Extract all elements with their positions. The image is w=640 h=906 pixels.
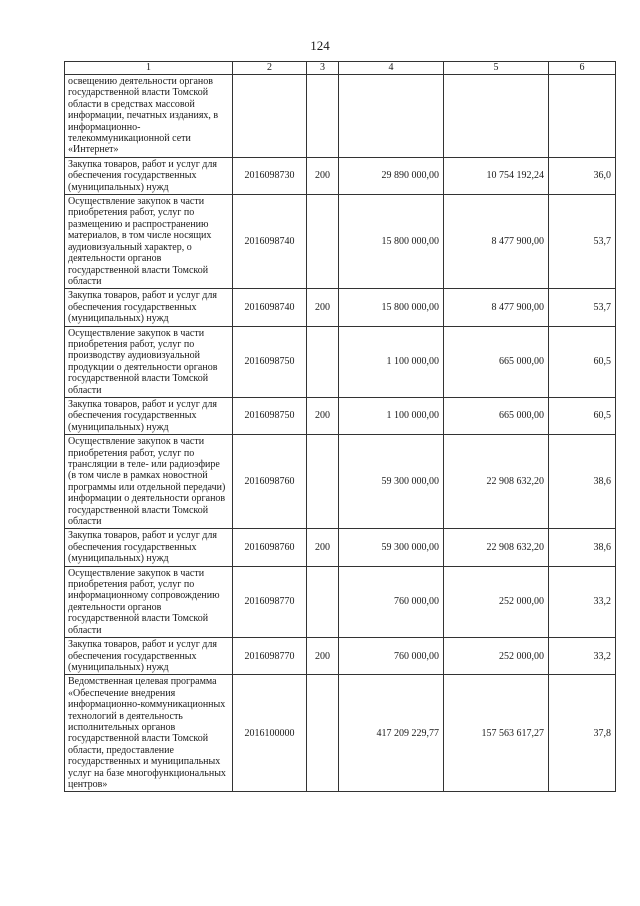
cell-pct: 33,2 [549, 566, 616, 637]
cell-name: Осуществление закупок в части приобретения работ, услуг по трансляции в теле- или радиоэфире (в том числе в рамках новостной программы или отдельной передачи) информации о деятельности органов государственной власти Томской области [65, 435, 233, 529]
cell-name: освещению деятельности органов государственной власти Томской области в средствах массовой информации, печатных изданиях, в информационно-телекоммуникационной сети «Интернет» [65, 75, 233, 158]
cell-code: 2016100000 [233, 675, 307, 792]
cell-vr [307, 566, 339, 637]
cell-fact: 8 477 900,00 [444, 289, 549, 326]
table-row [65, 675, 616, 792]
cell-plan: 59 300 000,00 [339, 529, 444, 566]
cell-name: Закупка товаров, работ и услуг для обеспечения государственных (муниципальных) нужд [65, 157, 233, 194]
cell-code: 2016098750 [233, 326, 307, 397]
cell-plan: 1 100 000,00 [339, 397, 444, 434]
column-header: 3 [307, 62, 339, 75]
cell-vr: 200 [307, 638, 339, 675]
header-row [65, 62, 616, 75]
table-row [65, 289, 616, 326]
cell-vr: 200 [307, 397, 339, 434]
column-header: 1 [65, 62, 233, 75]
cell-code: 2016098760 [233, 435, 307, 529]
cell-fact: 665 000,00 [444, 397, 549, 434]
table-row [65, 638, 616, 675]
cell-code: 2016098730 [233, 157, 307, 194]
cell-pct: 33,2 [549, 638, 616, 675]
cell-fact: 252 000,00 [444, 638, 549, 675]
table-row [65, 529, 616, 566]
cell-fact: 252 000,00 [444, 566, 549, 637]
cell-vr: 200 [307, 289, 339, 326]
cell-pct [549, 75, 616, 158]
cell-fact [444, 75, 549, 158]
cell-name: Закупка товаров, работ и услуг для обеспечения государственных (муниципальных) нужд [65, 529, 233, 566]
cell-pct: 60,5 [549, 397, 616, 434]
table-row [65, 397, 616, 434]
cell-name: Осуществление закупок в части приобретения работ, услуг по информационному сопровождению деятельности органов государственной власти Томской области [65, 566, 233, 637]
cell-fact: 8 477 900,00 [444, 195, 549, 289]
cell-fact: 665 000,00 [444, 326, 549, 397]
cell-vr: 200 [307, 157, 339, 194]
table-row [65, 326, 616, 397]
cell-vr [307, 75, 339, 158]
cell-pct: 37,8 [549, 675, 616, 792]
column-header: 4 [339, 62, 444, 75]
cell-vr [307, 435, 339, 529]
cell-plan [339, 75, 444, 158]
cell-vr [307, 195, 339, 289]
column-header: 2 [233, 62, 307, 75]
cell-code: 2016098770 [233, 638, 307, 675]
cell-plan: 59 300 000,00 [339, 435, 444, 529]
cell-name: Ведомственная целевая программа «Обеспечение внедрения информационно-коммуникационных технологий в деятельность исполнительных органов государственной власти Томской области, предоставление государственных и муниципальных услуг на базе многофункциональных центров» [65, 675, 233, 792]
cell-pct: 38,6 [549, 529, 616, 566]
budget-table [64, 61, 616, 792]
cell-plan: 15 800 000,00 [339, 289, 444, 326]
cell-name: Осуществление закупок в части приобретения работ, услуг по размещению и распространению материалов, в том числе носящих аудиовизуальный характер, о деятельности органов государственной власти Томской области [65, 195, 233, 289]
cell-code: 2016098750 [233, 397, 307, 434]
cell-vr: 200 [307, 529, 339, 566]
cell-plan: 15 800 000,00 [339, 195, 444, 289]
table-row [65, 566, 616, 637]
cell-name: Закупка товаров, работ и услуг для обеспечения государственных (муниципальных) нужд [65, 638, 233, 675]
page-number: 124 [310, 38, 330, 53]
cell-code: 2016098740 [233, 289, 307, 326]
cell-plan: 29 890 000,00 [339, 157, 444, 194]
cell-code [233, 75, 307, 158]
table-row [65, 195, 616, 289]
cell-fact: 10 754 192,24 [444, 157, 549, 194]
table-row [65, 435, 616, 529]
cell-fact: 157 563 617,27 [444, 675, 549, 792]
cell-code: 2016098770 [233, 566, 307, 637]
cell-plan: 1 100 000,00 [339, 326, 444, 397]
cell-name: Закупка товаров, работ и услуг для обеспечения государственных (муниципальных) нужд [65, 397, 233, 434]
cell-pct: 53,7 [549, 289, 616, 326]
cell-plan: 760 000,00 [339, 566, 444, 637]
cell-plan: 760 000,00 [339, 638, 444, 675]
cell-pct: 38,6 [549, 435, 616, 529]
cell-name: Закупка товаров, работ и услуг для обеспечения государственных (муниципальных) нужд [65, 289, 233, 326]
column-header: 5 [444, 62, 549, 75]
cell-fact: 22 908 632,20 [444, 529, 549, 566]
cell-code: 2016098740 [233, 195, 307, 289]
cell-name: Осуществление закупок в части приобретения работ, услуг по производству аудиовизуальной продукции о деятельности органов государственной власти Томской области [65, 326, 233, 397]
table-row [65, 157, 616, 194]
table-row [65, 75, 616, 158]
cell-pct: 36,0 [549, 157, 616, 194]
cell-vr [307, 326, 339, 397]
cell-plan: 417 209 229,77 [339, 675, 444, 792]
cell-fact: 22 908 632,20 [444, 435, 549, 529]
cell-pct: 60,5 [549, 326, 616, 397]
cell-vr [307, 675, 339, 792]
cell-code: 2016098760 [233, 529, 307, 566]
column-header: 6 [549, 62, 616, 75]
cell-pct: 53,7 [549, 195, 616, 289]
